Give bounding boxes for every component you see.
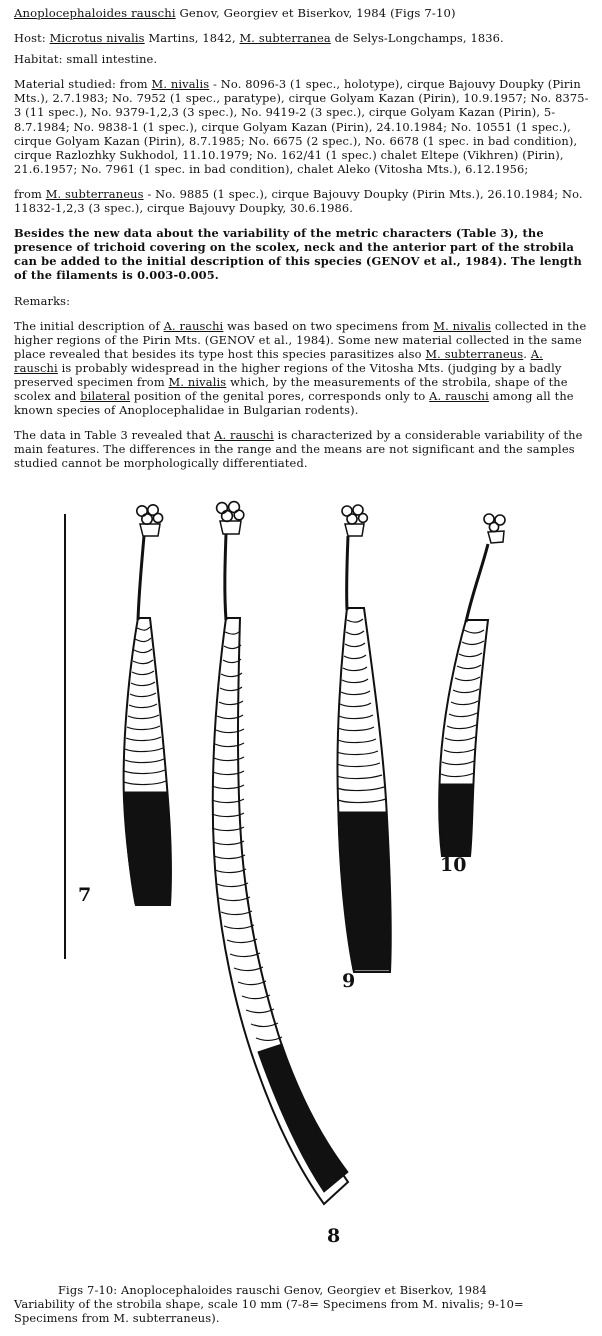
- remarks-a5: is probably widespread in the higher regions of the Vitosha Mts. (judging by a badly preserved specimen from: [14, 360, 562, 389]
- figure-caption: [14, 1283, 590, 1325]
- host-middle: Martins, 1842,: [144, 31, 240, 46]
- remarks-bilateral: bilateral: [80, 389, 131, 404]
- remarks-a3: collected in the higher regions of the Pirin Mts. (GENOV et al., 1984). Some new material collected in the same place revealed that besides its type host this species parasitizes also: [14, 318, 587, 361]
- material-label: Material studied: from: [14, 77, 152, 92]
- remarks-species-5: M. nivalis: [168, 374, 227, 389]
- remarks-species-3: M. subterraneus: [425, 346, 524, 361]
- remarks-a6: which, by the measurements of the strobila, shape of the scolex and: [14, 374, 568, 404]
- host-species-1: Microtus nivalis: [49, 31, 145, 46]
- caption-line-1: Figs 7-10: Anoplocephaloides rauschi Genov, Georgiev et Biserkov, 1984: [58, 1283, 487, 1297]
- remarks-a7: position of the genital pores, corresponds only to: [130, 389, 430, 404]
- figure-label-7: 7: [78, 884, 92, 906]
- title-species: Anoplocephaloides rauschi: [14, 6, 176, 20]
- material-species: M. nivalis: [151, 77, 210, 92]
- material2-body: - No. 9885 (1 spec.), cirque Bajouvy Doupky (Pirin Mts.), 26.10.1984; No. 11832-1,2,3 (3 spec.), cirque Bajouvy Doupky, 30.6.1986.: [14, 186, 583, 216]
- specimen-7-drawing: [98, 500, 208, 930]
- material-studied-2: [14, 187, 590, 215]
- figure-label-10: 10: [440, 854, 467, 876]
- host-end: de Selys-Longchamps, 1836.: [330, 31, 504, 46]
- figure-label-9: 9: [342, 970, 356, 992]
- remarks-paragraph-2: [14, 428, 590, 470]
- scale-bar: [64, 514, 66, 959]
- material2-label: from: [14, 186, 46, 201]
- remarks-b2: is characterized by a considerable variability of the main features. The differences in the range and the means are not significant and the samples studied cannot be morphologically differentiated.: [14, 428, 583, 471]
- remarks-species-7: A. rauschi: [429, 389, 489, 404]
- host-line: [14, 31, 590, 45]
- figure-label-8: 8: [327, 1225, 341, 1247]
- specimen-9-drawing: [316, 500, 416, 1000]
- remarks-paragraph-1: [14, 319, 590, 418]
- host-label: Host:: [14, 31, 50, 46]
- figure-plate: [0, 492, 602, 1282]
- remarks-heading: Remarks:: [14, 293, 71, 308]
- host-species-2: M. subterranea: [239, 31, 331, 46]
- specimen-10-drawing: [424, 510, 534, 900]
- habitat-line: Habitat: small intestine.: [14, 52, 158, 67]
- remarks-a8: among all the known species of Anoplocephalidae in Bulgarian rodents).: [14, 389, 574, 418]
- remarks-a1: The initial description of: [14, 318, 164, 333]
- remarks-species-4: A. rauschi: [14, 346, 543, 375]
- remarks-a2: was based on two specimens from: [223, 318, 434, 333]
- remarks-b1: The data in Table 3 revealed that: [14, 428, 215, 443]
- material2-species: M. subterraneus: [45, 186, 144, 201]
- text-column: [14, 6, 590, 482]
- material-body: - No. 8096-3 (1 spec., holotype), cirque Bajouvy Doupky (Pirin Mts.), 2.7.1983; No. 7952 (1 spec., paratype), cirque Golyam Kazan (Pirin), 10.9.1957; No. 8375-3 (11 spec.), No. 9379-1,2,3 (3 spec.), No. 9419-2 (3 spec.), cirque Golyam Kazan (Pirin), 5-8.7.1984; No. 9838-1 (1 spec.), cirque Golyam Kazan (Pirin), 24.10.1984; No. 10551 (1 spec.), cirque Golyam Kazan (Pirin), 8.7.1985; No. 6675 (2 spec.), No. 6678 (1 spec. in bad condition), cirque Razlozhky Sukhodol, 11.10.1979; No. 162/41 (1 spec.) chalet Eltepe (Vikhren) (Pirin), 21.6.1957; No. 7961 (1 spec. in bad condition), chalet Aleko (Vitosha Mts.), 6.12.1956;: [14, 77, 589, 176]
- title-rest: Genov, Georgiev et Biserkov, 1984 (Figs 7-10): [175, 6, 456, 20]
- material-studied: [14, 77, 590, 176]
- paragraph-besides: Besides the new data about the variability of the metric characters (Table 3), the presence of trichoid covering on the scolex, neck and the anterior part of the strobila can be added to the initial description of this species (GENOV et al., 1984). The length of the filaments is 0.003-0.005.: [14, 226, 582, 283]
- caption-line-2: Variability of the strobila shape, scale 10 mm (7-8= Specimens from M. nivalis; 9-10= Specimens from M. subterraneus).: [14, 1297, 524, 1326]
- article-title: [14, 6, 590, 20]
- remarks-species-1: A. rauschi: [163, 318, 224, 333]
- remarks-a4: .: [523, 346, 531, 361]
- remarks-species-b: A. rauschi: [214, 428, 274, 443]
- remarks-species-2: M. nivalis: [433, 318, 492, 333]
